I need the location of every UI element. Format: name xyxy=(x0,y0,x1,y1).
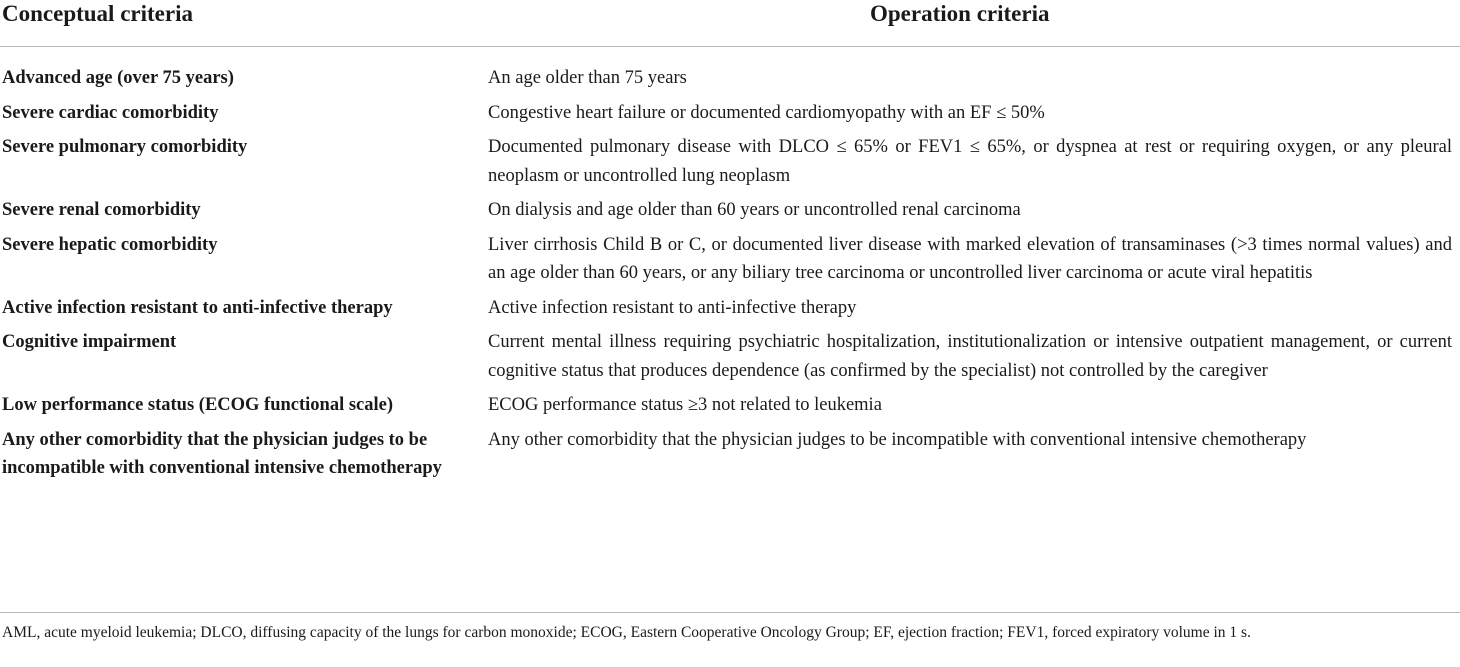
conceptual-cell: Low performance status (ECOG functional scale) xyxy=(2,395,394,415)
table-row xyxy=(0,426,1460,489)
table-row xyxy=(0,231,1460,294)
conceptual-cell: Severe renal comorbidity xyxy=(2,200,201,220)
table-row xyxy=(0,391,1460,426)
conceptual-cell: Any other comorbidity that the physician judges to be incompatible with conventional intensive chemotherapy xyxy=(2,429,442,478)
operation-cell: Documented pulmonary disease with DLCO ≤ 65% or FEV1 ≤ 65%, or dyspnea at rest or requiring oxygen, or any pleural neoplasm or uncontrolled lung neoplasm xyxy=(488,137,1452,186)
table-row xyxy=(0,328,1460,391)
conceptual-cell: Cognitive impairment xyxy=(2,332,177,352)
table-footnote: AML, acute myeloid leukemia; DLCO, diffusing capacity of the lungs for carbon monoxide; ECOG, Eastern Cooperative Oncology Group; EF, ejection fraction; FEV1, forced expiratory volume in 1 s. xyxy=(2,624,1251,641)
table-row xyxy=(0,64,1460,99)
conceptual-cell: Advanced age (over 75 years) xyxy=(2,68,234,88)
operation-cell: Any other comorbidity that the physician judges to be incompatible with conventional intensive chemotherapy xyxy=(488,429,1307,450)
operation-cell: Liver cirrhosis Child B or C, or documented liver disease with marked elevation of transaminases (>3 times normal values) and an age older than 60 years, or any biliary tree carcinoma or uncontrolled liver carcinoma or acute viral hepatitis xyxy=(488,234,1452,283)
table-row xyxy=(0,99,1460,134)
operation-cell: An age older than 75 years xyxy=(488,68,687,88)
operation-cell: Current mental illness requiring psychiatric hospitalization, institutionalization or intensive outpatient management, or current cognitive status that produces dependence (as confirmed by the specialist) not controlled by the caregiver xyxy=(488,332,1452,381)
table-row xyxy=(0,133,1460,196)
table-bottom-rule xyxy=(0,612,1460,613)
operation-cell: Active infection resistant to anti-infective therapy xyxy=(488,297,857,318)
operation-cell: Congestive heart failure or documented cardiomyopathy with an EF ≤ 50% xyxy=(488,102,1045,123)
operation-cell: ECOG performance status ≥3 not related to leukemia xyxy=(488,395,882,415)
table-header-row xyxy=(0,0,1460,47)
header-conceptual-criteria: Conceptual criteria xyxy=(2,1,193,26)
conceptual-cell: Severe cardiac comorbidity xyxy=(2,102,219,123)
conceptual-cell: Severe hepatic comorbidity xyxy=(2,234,218,255)
conceptual-cell: Severe pulmonary comorbidity xyxy=(2,137,248,157)
table-row xyxy=(0,294,1460,329)
table-row xyxy=(0,196,1460,231)
operation-cell: On dialysis and age older than 60 years or uncontrolled renal carcinoma xyxy=(488,200,1021,220)
header-operation-criteria: Operation criteria xyxy=(870,1,1050,26)
conceptual-cell: Active infection resistant to anti-infective therapy xyxy=(2,297,393,318)
table-body xyxy=(0,64,1460,489)
